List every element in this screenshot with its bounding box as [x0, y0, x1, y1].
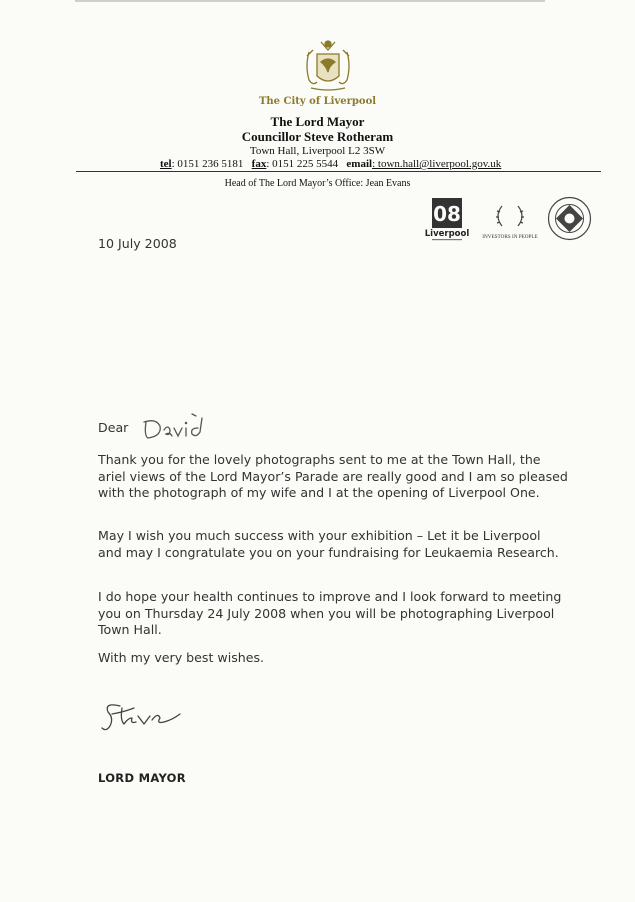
investors-in-people-label: INVESTORS IN PEOPLE — [482, 234, 538, 240]
city-crest-icon — [299, 36, 357, 94]
office-address: Town Hall, Liverpool L2 3SW — [249, 145, 386, 157]
email-value[interactable]: : town.hall@liverpool.gov.uk — [372, 158, 502, 170]
fax-label: fax — [251, 158, 267, 170]
world-heritage-logo — [547, 196, 592, 241]
email-label: email — [346, 158, 373, 170]
closing-line: With my very best wishes. — [98, 650, 265, 665]
paragraph-3: I do hope your health continues to improve and I look forward to meeting you on Thursday 24 July 2008 when you will be photographing Liverpool Town Hall. — [98, 589, 562, 637]
city-name: The City of Liverpool — [258, 96, 377, 107]
header-divider — [76, 171, 601, 172]
investors-in-people-logo — [478, 200, 542, 240]
salutation: Dear — [98, 420, 129, 435]
tel-label: tel — [160, 158, 172, 170]
scan-edge — [75, 0, 545, 2]
signoff-title: LORD MAYOR — [98, 771, 186, 785]
tel-value: : 0151 236 5181 — [171, 158, 244, 170]
capital-of-culture-logo — [424, 196, 470, 244]
svg-text:08: 08 — [433, 202, 461, 226]
contact-line — [160, 158, 501, 170]
councillor-name: Councillor Steve Rotheram — [241, 129, 394, 144]
head-of-office: Head of The Lord Mayor’s Office: Jean Evans — [224, 178, 411, 189]
capital-of-culture-label: Liverpool — [424, 229, 470, 239]
office-title: The Lord Mayor — [270, 114, 365, 129]
paragraph-1: Thank you for the lovely photographs sent to me at the Town Hall, the ariel views of the Lord Mayor’s Parade are really good and I am so pleased with the photograph of my wife and I at the opening of Liverpool One. — [98, 452, 568, 500]
paragraph-2: May I wish you much success with your exhibition – Let it be Liverpool and may I congratulate you on your fundraising for Leukaemia Research. — [98, 528, 559, 560]
signature — [100, 698, 185, 736]
fax-value: : 0151 225 5544 — [266, 158, 339, 170]
handwritten-name — [140, 410, 210, 440]
letter-date: 10 July 2008 — [98, 236, 177, 251]
